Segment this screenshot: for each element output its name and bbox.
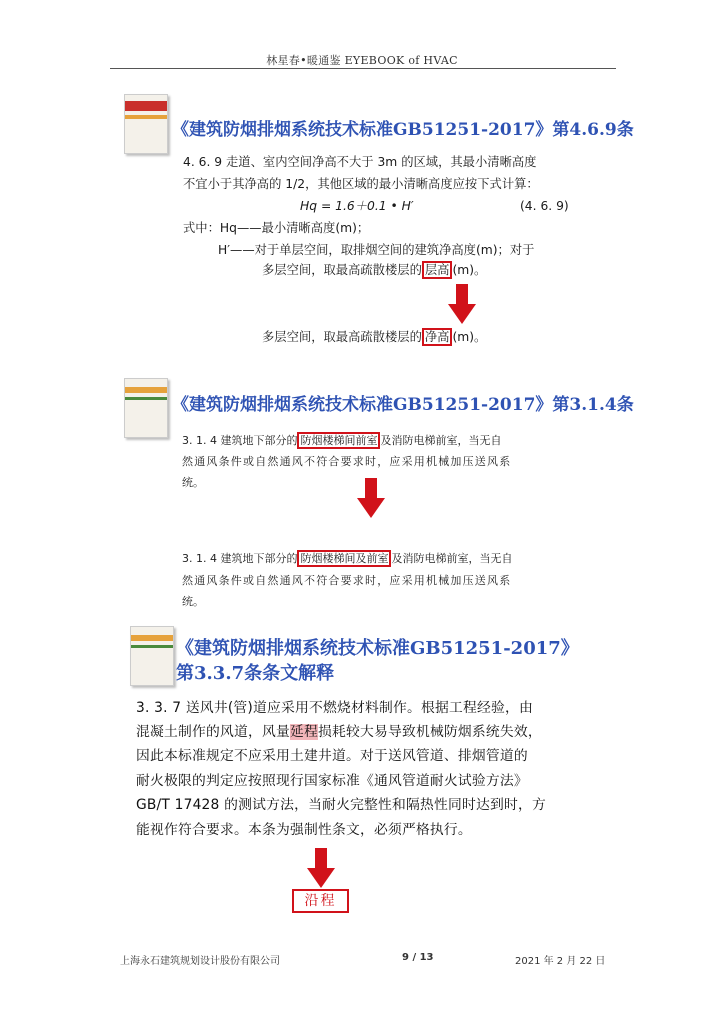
s1-def3 (262, 259, 486, 281)
down-arrow-icon (447, 284, 477, 326)
s1-revised (262, 326, 486, 348)
s1-formula: Hq = 1.6＋0.1 • H′ (300, 199, 414, 213)
s2a-post: 及消防电梯前室，当无自 (380, 434, 502, 447)
s3-highlighted-term: 延程 (289, 724, 318, 740)
footer-date: 2021 年 2 月 22 日 (515, 956, 606, 967)
s2b-post: 及消防电梯前室，当无自 (391, 552, 513, 565)
s2a-pre: 3. 1. 4 建筑地下部分的 (182, 434, 298, 447)
section3-title-line1: 《建筑防烟排烟系统技术标准GB51251-2017》 (176, 638, 579, 659)
footer-page-number: 9 / 13 (402, 952, 434, 963)
footer-company: 上海永石建筑规划设计股份有限公司 (120, 956, 280, 967)
s1-def3-boxed-term: 层高 (422, 261, 453, 279)
correction-box: 沿程 (292, 889, 349, 913)
s1-rev-pre: 多层空间，取最高疏散楼层的 (262, 330, 422, 344)
s1-def2: H′——对于单层空间，取排烟空间的建筑净高度(m)；对于 (218, 243, 535, 257)
s3-line6: 能视作符合要求。本条为强制性条文，必须严格执行。 (136, 822, 472, 838)
s3-line4: 耐火极限的判定应按照现行国家标准《通风管道耐火试验方法》 (136, 773, 528, 789)
s1-def3-post: (m)。 (452, 263, 487, 277)
section3-title-line2: 第3.3.7条条文解释 (176, 663, 335, 684)
s1-def3-pre: 多层空间，取最高疏散楼层的 (262, 263, 422, 277)
section2-title: 《建筑防烟排烟系统技术标准GB51251-2017》第3.1.4条 (172, 395, 634, 415)
s3-line1: 3. 3. 7 送风井(管)道应采用不燃烧材料制作。根据工程经验，由 (136, 700, 533, 716)
s2b-line2: 然通风条件或自然通风不符合要求时，应采用机械加压送风系 (182, 574, 512, 587)
s3-l2-pre: 混凝土制作的风道，风量 (136, 724, 290, 740)
s2b-line1 (182, 549, 512, 569)
s1-rev-boxed-term: 净高 (422, 328, 453, 346)
book-cover-image (118, 378, 172, 440)
s2a-line2: 然通风条件或自然通风不符合要求时，应采用机械加压送风系 (182, 455, 512, 468)
s2a-line1 (182, 431, 501, 451)
s1-formula-number: (4. 6. 9) (520, 199, 569, 213)
s2a-boxed-term: 防烟楼梯间前室 (297, 432, 380, 449)
s3-line2 (136, 720, 542, 745)
s1-def1: 式中：Hq——最小清晰高度(m)； (183, 221, 370, 235)
down-arrow-icon (356, 478, 386, 520)
header-rule (110, 68, 616, 69)
s2a-line3: 统。 (182, 476, 204, 489)
page-header: 林星春•暖通鉴 EYEBOOK of HVAC (266, 54, 458, 67)
s2b-boxed-term: 防烟楼梯间及前室 (297, 550, 391, 567)
s2b-line3: 统。 (182, 595, 204, 608)
book-cover-image (124, 626, 178, 688)
s2b-pre: 3. 1. 4 建筑地下部分的 (182, 552, 298, 565)
s1-rev-post: (m)。 (452, 330, 487, 344)
s1-line1: 4. 6. 9 走道、室内空间净高不大于 3m 的区域，其最小清晰高度 (183, 155, 537, 169)
section1-title: 《建筑防烟排烟系统技术标准GB51251-2017》第4.6.9条 (172, 120, 634, 140)
s1-line2: 不宜小于其净高的 1/2，其他区域的最小清晰高度应按下式计算： (183, 177, 539, 191)
s3-line5: GB/T 17428 的测试方法，当耐火完整性和隔热性同时达到时，方 (136, 797, 547, 813)
s3-line3: 因此本标准规定不应采用土建井道。对于送风管道、排烟管道的 (136, 748, 528, 764)
book-cover-image (118, 94, 172, 156)
down-arrow-icon (306, 848, 336, 890)
s3-l2-post: 损耗较大易导致机械防烟系统失效， (317, 724, 542, 740)
